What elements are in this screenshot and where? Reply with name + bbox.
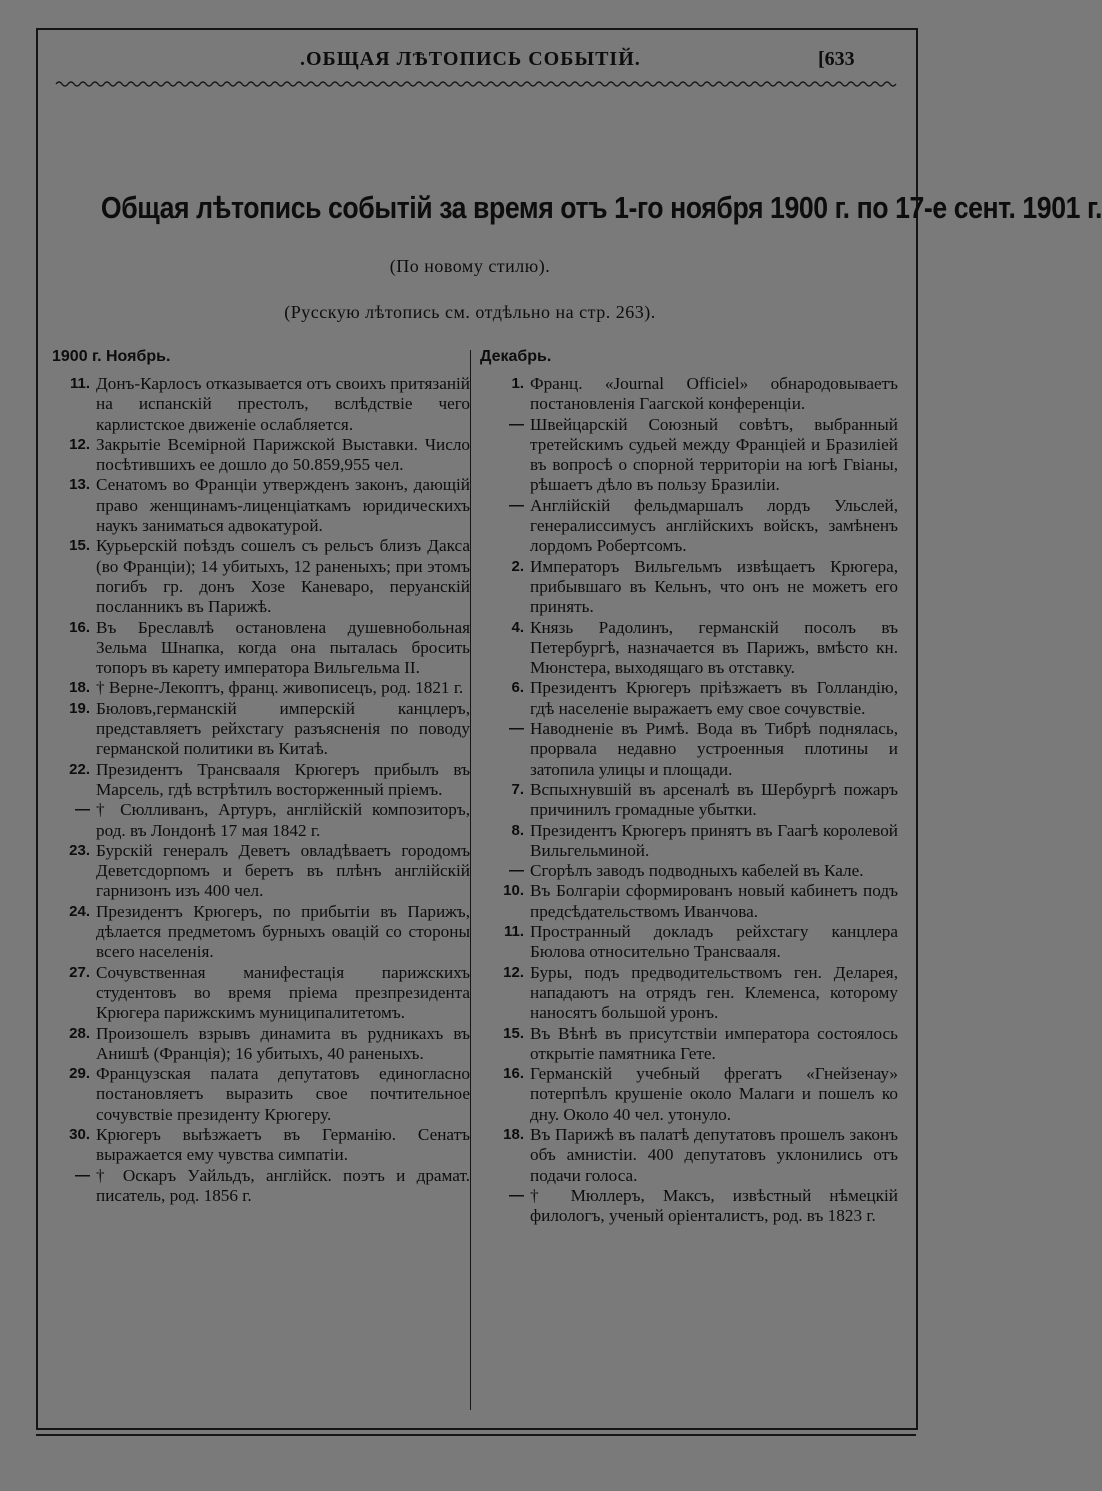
entry-text: Произошелъ взрывъ динамита въ рудникахъ въ Анишѣ (Франція); 16 убитыхъ, 40 раненыхъ.: [96, 1023, 470, 1063]
entry-date: —: [509, 720, 524, 738]
entry-text: Въ Парижѣ въ палатѣ депутатовъ прошелъ законъ объ амнистіи. 400 депутатовъ уклонились отъ подачи голоса.: [530, 1124, 898, 1185]
chronicle-entry: [52, 618, 470, 679]
entry-text: Крюгеръ выѣзжаетъ въ Германію. Сенатъ выражается ему чувства симпатіи.: [96, 1124, 470, 1165]
chronicle-entry: [480, 618, 898, 679]
entry-text: Князь Радолинъ, германскій посолъ въ Петербургѣ, назначается въ Парижъ, вмѣсто кн. Мюнстера, выходящаго въ отставку.: [530, 617, 898, 678]
entry-date: 7.: [511, 780, 524, 798]
chronicle-entry: [480, 415, 898, 496]
entry-date: 1.: [511, 375, 524, 392]
left-column: [52, 348, 470, 1206]
chronicle-entry: [52, 678, 470, 698]
entry-text: Курьерскій поѣздъ сошелъ съ рельсъ близъ Дакса (во Франціи); 14 убитыхъ, 12 раненыхъ; при этомъ погибъ гр. донъ Хозе Каневаро, перуанскій посланникъ въ Парижѣ.: [96, 536, 470, 617]
entry-date: —: [509, 496, 524, 514]
entry-date: 11.: [69, 375, 90, 392]
entry-date: 24.: [69, 902, 90, 920]
right-entries: [480, 374, 898, 1226]
entry-text: Буры, подъ предводительствомъ ген. Деларея, нападаютъ на отрядъ ген. Клеменса, которому наносятъ большой уронъ.: [530, 962, 898, 1023]
entry-date: 16.: [69, 618, 90, 636]
entry-date: 29.: [69, 1065, 90, 1083]
chronicle-entry: [480, 678, 898, 719]
entry-text: Сгорѣлъ заводъ подводныхъ кабелей въ Кале.: [530, 861, 864, 881]
entry-text: † Оскаръ Уайльдъ, англійск. поэтъ и драмат. писатель, род. 1856 г.: [96, 1165, 470, 1205]
entry-text: Англійскій фельдмаршалъ лордъ Ульслей, генералиссимусъ англійскихъ войскъ, замѣненъ лордомъ Робертсомъ.: [530, 495, 898, 556]
entry-date: 13.: [69, 476, 90, 494]
chronicle-entry: [52, 435, 470, 476]
entry-text: Франц. «Journal Officiel» обнародовываетъ постановленія Гаагской конференціи.: [530, 374, 898, 414]
chronicle-entry: [52, 902, 470, 963]
entry-date: 4.: [511, 618, 524, 636]
chronicle-entry: [52, 475, 470, 536]
right-column: [480, 348, 898, 1226]
entry-date: 2.: [511, 557, 524, 575]
running-head: [0, 48, 1000, 74]
entry-text: Французская палата депутатовъ единогласно постановляетъ выразить свое почтительное сочувствіе президенту Крюгеру.: [96, 1064, 470, 1124]
entry-text: Въ Болгаріи сформированъ новый кабинетъ подъ предсѣдательствомъ Иванчова.: [530, 881, 898, 921]
entry-text: Сочувственная манифестація парижскихъ студентовъ во время пріема презпрезидента Крюгера парижскимъ муниципалитетомъ.: [96, 962, 470, 1023]
entry-date: —: [509, 415, 524, 433]
chronicle-entry: [480, 922, 898, 963]
entry-text: Закрытіе Всемірной Парижской Выставки. Число посѣтившихъ ее дошло до 50.859,955 чел.: [96, 434, 470, 475]
chronicle-entry: [480, 821, 898, 862]
entry-text: Бурскій генералъ Деветъ овладѣваетъ городомъ Деветсдорпомъ и беретъ въ плѣнъ англійскій гарнизонъ изъ 400 чел.: [96, 840, 470, 901]
chronicle-entry: [52, 374, 470, 435]
entry-text: Въ Вѣнѣ въ присутствіи императора состоялось открытіе памятника Гете.: [530, 1023, 898, 1063]
entry-date: —: [509, 1186, 524, 1204]
entry-text: Президентъ Крюгеръ пріѣзжаетъ въ Голландію, гдѣ населеніе выражаетъ ему свое сочувствіе.: [530, 678, 898, 718]
entry-date: 22.: [69, 760, 90, 778]
entry-date: 19.: [69, 699, 90, 717]
entry-date: 18.: [503, 1125, 524, 1143]
chronicle-entry: [480, 557, 898, 618]
entry-date: —: [75, 1166, 90, 1184]
entry-text: † Сюлливанъ, Артуръ, англійскій композиторъ, род. въ Лондонѣ 17 мая 1842 г.: [96, 800, 470, 840]
chronicle-entry: [52, 800, 470, 841]
entry-date: 28.: [69, 1024, 90, 1042]
chronicle-entry: [52, 1166, 470, 1207]
chronicle-entry: [480, 1024, 898, 1065]
entry-text: Сенатомъ во Франціи утвержденъ законъ, дающій право женщинамъ-лиценціаткамъ юридическихъ наукъ заниматься адвокатурой.: [96, 475, 470, 536]
subtitle-style: (По новому стилю).: [389, 256, 551, 276]
chronicle-entry: [480, 374, 898, 415]
entry-text: † Мюллеръ, Максъ, извѣстный нѣмецкій филологъ, ученый оріенталистъ, род. въ 1823 г.: [530, 1185, 898, 1226]
chronicle-entry: [52, 1064, 470, 1125]
chronicle-entry: [480, 496, 898, 557]
entry-text: † Верне-Лекоптъ, франц. живописецъ, род. 1821 г.: [96, 678, 464, 698]
chronicle-entry: [52, 1125, 470, 1166]
entry-date: —: [509, 862, 524, 880]
entry-text: Президентъ Крюгеръ, по прибытіи въ Парижъ, дѣлается предметомъ бурныхъ овацій со стороны всего населенія.: [96, 901, 470, 962]
entry-text: Вспыхнувшій въ арсеналѣ въ Шербургѣ пожаръ причинилъ громадные убытки.: [530, 779, 898, 820]
entry-date: 12.: [503, 963, 524, 981]
entry-text: Швейцарскій Союзный совѣтъ, выбранный третейскимъ судьей между Франціей и Бразиліей въ вопросѣ о спорной территоріи на югѣ Гвіаны, рѣшаетъ дѣло въ пользу Бразиліи.: [530, 414, 898, 495]
entry-date: 16.: [503, 1065, 524, 1083]
month-heading-december: Декабрь.: [480, 348, 552, 365]
chronicle-entry: [480, 1186, 898, 1227]
chronicle-entry: [480, 1064, 898, 1125]
entry-text: Германскій учебный фрегатъ «Гнейзенау» потерпѣлъ крушеніе около Малаги и пошелъ ко дну. Около 40 чел. утонуло.: [530, 1064, 898, 1124]
entry-date: 30.: [69, 1125, 90, 1143]
chronicle-entry: [52, 536, 470, 617]
chronicle-entry: [52, 1024, 470, 1065]
entry-date: 10.: [503, 882, 524, 900]
chronicle-entry: [52, 963, 470, 1024]
chronicle-entry: [52, 841, 470, 902]
page-title: Общая лѣтопись событій за время отъ 1-го ноября 1900 г. по 17-е сент. 1901 г.: [100, 190, 1102, 225]
chronicle-entry: [480, 780, 898, 821]
subtitle-reference: (Русскую лѣтопись см. отдѣльно на стр. 263).: [284, 302, 656, 322]
entry-date: 12.: [69, 435, 90, 453]
entry-text: Бюловъ,германскій имперскій канцлеръ, представляетъ рейхстагу разъясненія по поводу германской политики въ Китаѣ.: [96, 698, 470, 759]
chronicle-entry: [480, 881, 898, 922]
chronicle-entry: [52, 699, 470, 760]
bottom-rule: [36, 1434, 916, 1436]
entry-date: 11.: [503, 923, 524, 941]
entry-text: Президентъ Трансвааля Крюгеръ прибылъ въ Марсель, гдѣ встрѣтилъ восторженный пріемъ.: [96, 759, 470, 799]
entry-text: Императоръ Вильгельмъ извѣщаетъ Крюгера, прибывшаго въ Кельнъ, что онъ не можетъ его принять.: [530, 556, 898, 617]
entry-date: 15.: [503, 1024, 524, 1042]
entry-date: —: [75, 801, 90, 819]
left-entries: [52, 374, 470, 1206]
entry-text: Наводненіе въ Римѣ. Вода въ Тибрѣ поднялась, прорвала недавно устроенныя плотины и затопила улицы и площади.: [530, 719, 898, 779]
entry-text: Донъ-Карлосъ отказывается отъ своихъ притязаній на испанскій престолъ, вслѣдствіе чего карлистское движеніе ослабляется.: [96, 374, 470, 434]
chronicle-entry: [52, 760, 470, 801]
chronicle-entry: [480, 861, 898, 881]
column-divider: [470, 350, 471, 1410]
entry-text: Пространный докладъ рейхстагу канцлера Бюлова относительно Трансвааля.: [530, 922, 898, 962]
chronicle-entry: [480, 963, 898, 1024]
entry-date: 15.: [69, 537, 90, 555]
month-heading-november: 1900 г. Ноябрь.: [52, 348, 171, 365]
page-number: [633: [818, 48, 855, 70]
entry-date: 6.: [511, 679, 524, 697]
running-title: .ОБЩАЯ ЛѢТОПИСЬ СОБЫТІЙ.: [300, 48, 641, 70]
entry-date: 8.: [511, 821, 524, 839]
entry-date: 18.: [69, 679, 90, 697]
chronicle-entry: [480, 1125, 898, 1186]
entry-text: Президентъ Крюгеръ принятъ въ Гаагѣ королевой Вильгельминой.: [530, 820, 898, 860]
entry-text: Въ Бреславлѣ остановлена душевнобольная Зельма Шнапка, когда она пыталась бросить топоръ въ карету императора Вильгельма II.: [96, 617, 470, 678]
entry-date: 23.: [69, 841, 90, 859]
entry-date: 27.: [69, 963, 90, 981]
chronicle-entry: [480, 719, 898, 780]
wavy-rule: [56, 80, 892, 88]
